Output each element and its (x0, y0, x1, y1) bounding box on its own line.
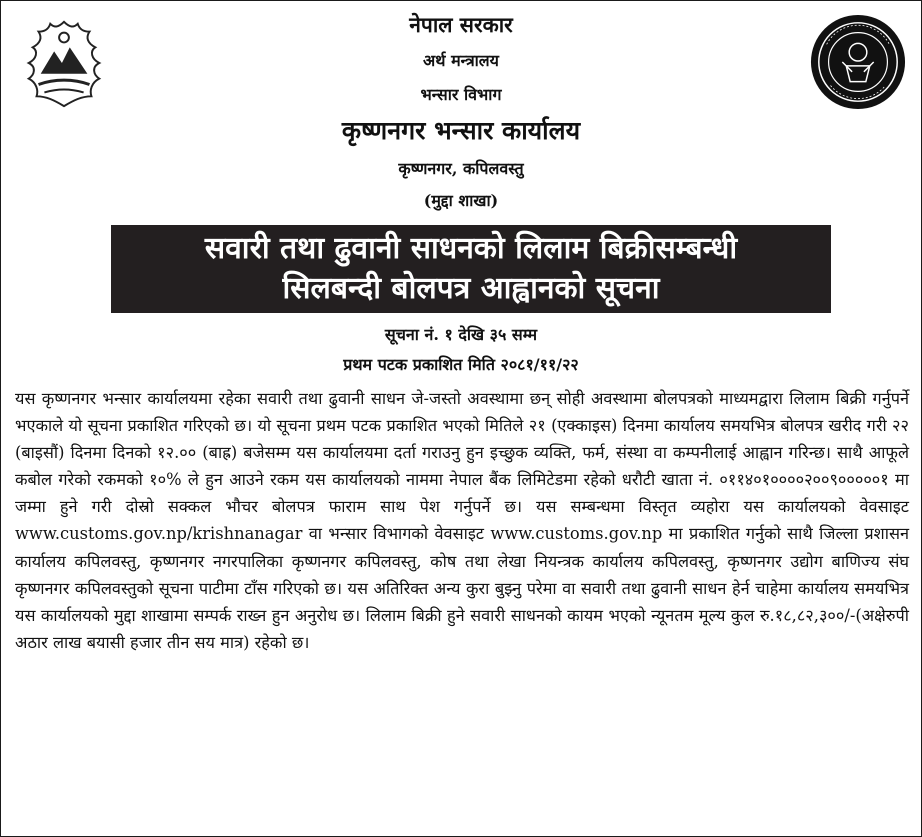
notice-title-line1: सवारी तथा ढुवानी साधनको लिलाम बिक्रीसम्बन्धी (204, 231, 738, 266)
government-name: नेपाल सरकार (409, 12, 513, 37)
notice-title-line2: सिलबन्दी बोलपत्र आह्वानको सूचना (282, 271, 660, 306)
office-address: कृष्णनगर, कपिलवस्तु (398, 159, 524, 178)
ministry-name: अर्थ मन्त्रालय (423, 51, 499, 70)
notice-title-banner (111, 225, 831, 313)
notice-numbers: सूचना नं. १ देखि ३५ सम्म (384, 325, 538, 344)
department-name: भन्सार विभाग (420, 85, 502, 104)
notice-body-paragraph: यस कृष्णनगर भन्सार कार्यालयमा रहेका सवारी तथा ढुवानी साधन जे-जस्तो अवस्थामा छन् सोही अवस्थामा बोलपत्रको माध्यमद्वारा लिलाम बिक्री गर्नुपर्ने भएकाले यो सूचना प्रकाशित गरिएको छ। यो सूचना प्रथम पटक प्रकाशित भएको मितिले २१ (एक्काइस) दिनमा कार्यालय समयभित्र बोलपत्र खरीद गरी २२ (बाइसौं) दिनमा दिनको १२.०० (बाह्र) बजेसम्म यस कार्यालयमा दर्ता गराउनु हुन इच्छुक व्यक्ति, फर्म, संस्था वा कम्पनीलाई आह्वान गरिन्छ। साथै आफूले कबोल गरेको रकमको १०% ले हुन आउने रकम यस कार्यालयको नाममा नेपाल बैंक लिमिटेडमा रहेको धरौटी खाता नं. ०११४०१००००२००९०००००१ मा जम्मा हुने गरी दोस्रो सक्कल भौचर बोलपत्र फाराम साथ पेश गर्नुपर्ने छ। यस सम्बन्धमा विस्तृत व्यहोरा यस कार्यालयको वेवसाइट www.customs.gov.np/krishnanagar वा भन्सार विभागको वेवसाइट www.customs.gov.np मा प्रकाशित गर्नुको साथै जिल्ला प्रशासन कार्यालय कपिलवस्तु, कृष्णनगर नगरपालिका कृष्णनगर कपिलवस्तु, कोष तथा लेखा नियन्त्रक कार्यालय कपिलवस्तु, कृष्णनगर उद्योग बाणिज्य संघ कृष्णनगर कपिलवस्तुको सूचना पाटीमा टाँस गरिएको छ। यस अतिरिक्त अन्य कुरा बुझ्नु परेमा वा सवारी तथा ढुवानी साधन हेर्न चाहेमा कार्यालय समयभित्र यस कार्यालयको मुद्दा शाखामा सम्पर्क राख्न हुन अनुरोध छ। लिलाम बिक्री हुने सवारी साधनको कायम भएको न्यूनतम मूल्य कुल रु.१८,८२,३००/-(अक्षेरुपी अठार लाख बयासी हजार तीन सय मात्र) रहेको छ। (15, 389, 909, 652)
office-name: कृष्णनगर भन्सार कार्यालय (341, 116, 581, 145)
section-name: (मुद्दा शाखा) (423, 191, 499, 210)
first-published-date: प्रथम पटक प्रकाशित मिति २०८१/११/२२ (343, 355, 579, 374)
